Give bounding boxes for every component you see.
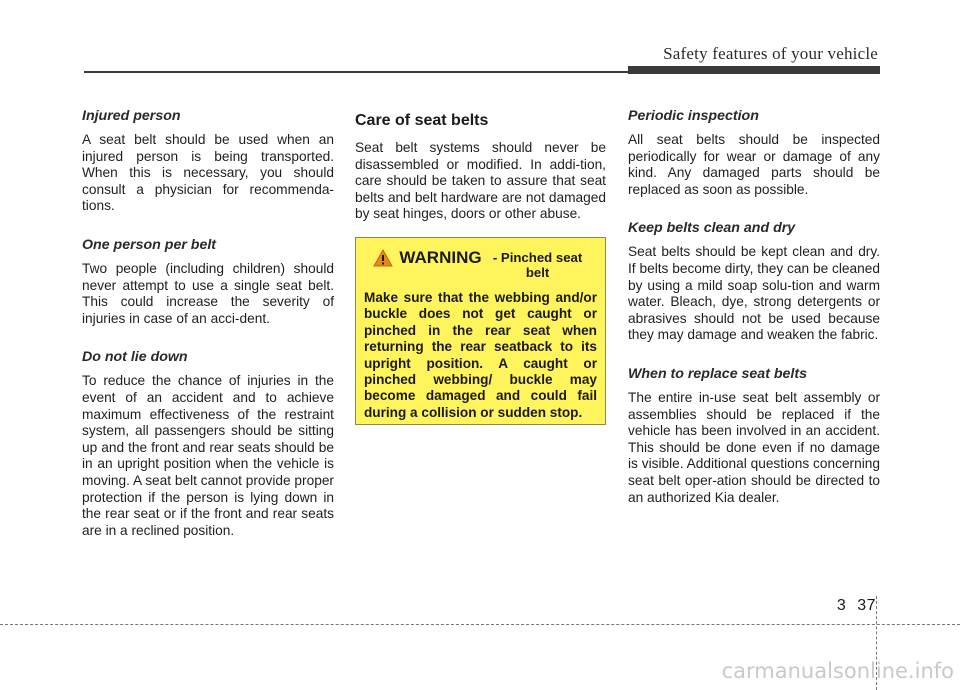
section-heading: Keep belts clean and dry [628,220,796,237]
section-text: Seat belt systems should never be disassembled or modified. In addi-tion, care should be taken to assure that seat belts and belt hardware are not damaged by seat hinges, doors or other abuse. [355,140,606,222]
middle-column [355,108,606,425]
section-text: To reduce the chance of injuries in the event of an accident and to achieve maximum effectiveness of the restraint system, all passengers should be sitting up and the front and rear seats should be in an upright position when the vehicle is moving. A seat belt cannot provide proper protection if the person is lying down in the rear seat or if the front and rear seats are in a reclined position. [82,373,334,538]
section-heading: Injured person [82,108,181,124]
section-text: The entire in-use seat belt assembly or assemblies should be replaced if the vehicle has been involved in an accident. This should be done even if no damage is visible. Additional questions concerning seat belt oper-ation should be directed to an authorized Kia dealer. [628,389,880,505]
section-text: Seat belts should be kept clean and dry. If belts become dirty, they can be cleaned by using a mild soap solu-tion and warm water. Bleach, dye, strong detergents or abrasives should not be used because they may damage and weaken the fabric. [628,244,880,343]
warning-text: Make sure that the webbing and/or buckle does not get caught or pinched in the rear seat when returning the rear seatback to its upright position. A caught or pinched webbing/ buckle may become damaged and could fail during a collision or sudden stop. [364,289,597,420]
page-number-value: 37 [857,597,876,614]
page-number [837,597,876,615]
watermark: carmanualsonline.info [721,659,954,683]
section-heading: One person per belt [82,236,217,253]
section-number: 3 [836,597,847,614]
warning-triangle-icon [373,249,393,267]
footer-rule [0,624,960,625]
section-text: A seat belt should be used when an injured person is being transported. When this is necessary, you should consult a physician for recommenda-tions. [82,132,334,214]
warning-header [364,248,597,280]
section-text: All seat belts should be inspected periodically for wear or damage of any kind. Any damaged parts should be replaced as soon as possible. [628,132,880,197]
main-heading: Care of seat belts [355,112,489,129]
section-heading: Periodic inspection [628,108,759,124]
section-text: Two people (including children) should never attempt to use a single seat belt. This could increase the severity of injuries in case of an acci-dent. [82,260,334,326]
header-rule-accent [628,66,880,74]
warning-label: WARNING [399,247,482,267]
section-heading: When to replace seat belts [628,365,807,382]
right-column [628,108,880,528]
left-column [82,108,334,561]
section-heading: Do not lie down [82,349,188,366]
warning-box [355,237,606,425]
warning-subtitle: - Pinched seat belt [492,249,583,280]
page-header-title: Safety features of your vehicle [663,44,878,63]
